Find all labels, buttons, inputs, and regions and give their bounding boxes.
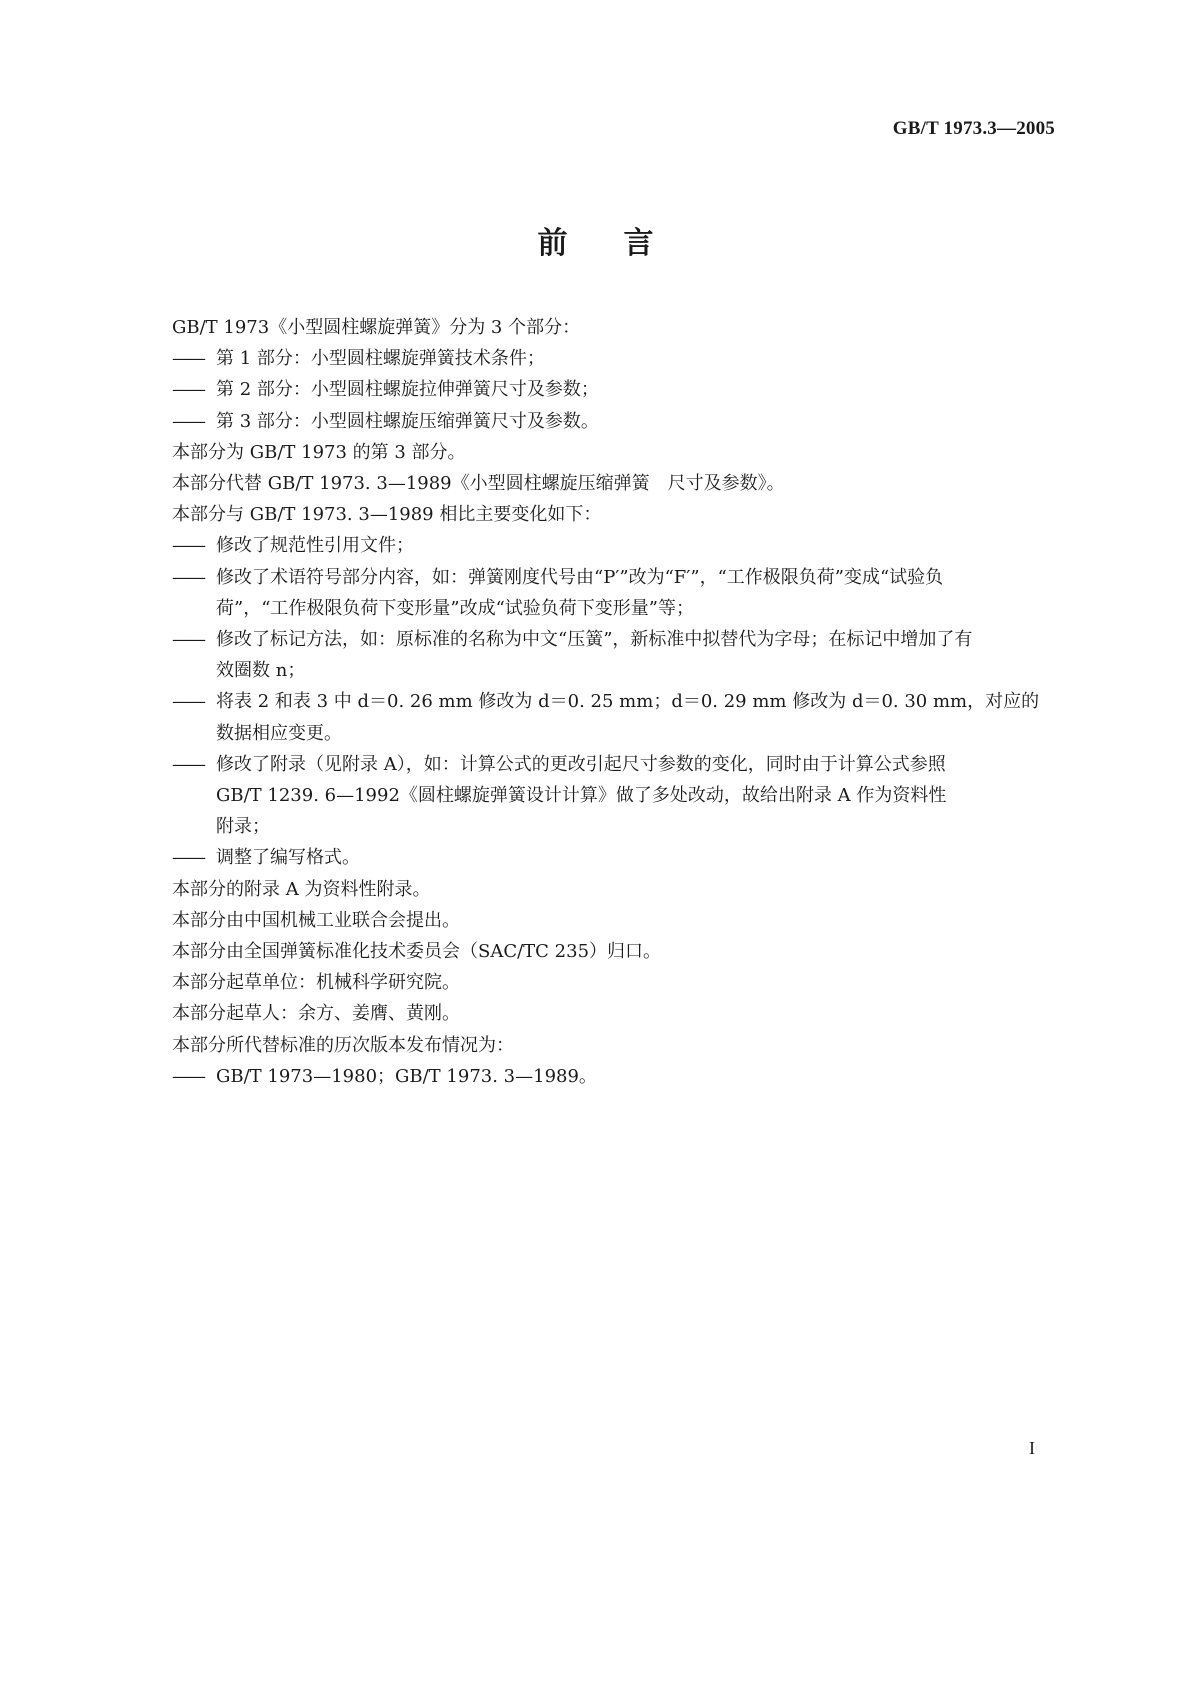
text-line: 数据相应变更。 (216, 722, 342, 744)
list-dash: —— (172, 1065, 204, 1087)
list-item-text (216, 530, 1052, 561)
page-title: 前言 (537, 226, 710, 261)
list-item (172, 343, 1052, 374)
text-line: 第 1 部分：小型圆柱螺旋弹簧技术条件； (216, 348, 545, 370)
list-dash: —— (172, 691, 204, 713)
paragraph-line: 本部分起草单位：机械科学研究院。 (172, 972, 460, 994)
list-item (172, 530, 1052, 561)
foreword-body (172, 312, 1052, 1092)
paragraph-line: 本部分所代替标准的历次版本发布情况为： (172, 1034, 514, 1056)
list-item-text (216, 374, 1052, 405)
text-line: 修改了术语符号部分内容，如：弹簧刚度代号由“P′”改为“F′”，“工作极限负荷”变成“试验负 (216, 566, 944, 588)
text-line: 修改了附录（见附录 A），如：计算公式的更改引起尺寸参数的变化，同时由于计算公式参照 (216, 753, 946, 775)
list-dash: —— (172, 629, 204, 651)
list-item-text (216, 842, 1052, 873)
text-line: GB/T 1973—1980；GB/T 1973. 3—1989。 (216, 1065, 597, 1087)
paragraph-line: 本部分与 GB/T 1973. 3—1989 相比主要变化如下： (172, 504, 602, 526)
paragraph-line: 本部分代替 GB/T 1973. 3—1989《小型圆柱螺旋压缩弹簧 尺寸及参数》。 (172, 473, 785, 495)
list-item-text (216, 562, 1052, 624)
paragraph-line: 本部分起草人：余方、姜膺、黄刚。 (172, 1003, 460, 1025)
text-line: 调整了编写格式。 (216, 847, 360, 869)
standard-number: GB/T 1973.3—2005 (892, 118, 1055, 139)
list-dash: —— (172, 535, 204, 557)
list-item (172, 406, 1052, 437)
list-item-text (216, 624, 1052, 686)
text-line: 修改了规范性引用文件； (216, 535, 414, 557)
paragraph-line: 本部分的附录 A 为资料性附录。 (172, 878, 431, 900)
list-item (172, 842, 1052, 873)
list-item (172, 562, 1052, 624)
text-line: GB/T 1239. 6—1992《圆柱螺旋弹簧设计计算》做了多处改动，故给出附录 A 作为资料性 (216, 785, 947, 807)
list-dash: —— (172, 566, 204, 588)
paragraph-line: 本部分由全国弹簧标准化技术委员会（SAC/TC 235）归口。 (172, 941, 662, 963)
list-dash: —— (172, 379, 204, 401)
list-item (172, 624, 1052, 686)
text-line: 修改了标记方法，如：原标准的名称为中文“压簧”，新标准中拟替代为字母；在标记中增加了有 (216, 629, 973, 651)
list-item (172, 1061, 1052, 1092)
list-dash: —— (172, 753, 204, 775)
list-dash: —— (172, 410, 204, 432)
list-dash: —— (172, 847, 204, 869)
list-item (172, 686, 1052, 748)
text-line: 第 3 部分：小型圆柱螺旋压缩弹簧尺寸及参数。 (216, 410, 599, 432)
text-line: 效圈数 n； (216, 660, 306, 682)
list-item-text (216, 1061, 1052, 1092)
paragraph-line: GB/T 1973《小型圆柱螺旋弹簧》分为 3 个部分： (172, 317, 581, 338)
list-item (172, 749, 1052, 843)
page-number: I (1029, 1438, 1035, 1458)
list-item-text (216, 343, 1052, 374)
text-line: 荷”，“工作极限负荷下变形量”改成“试验负荷下变形量”等； (216, 597, 695, 619)
paragraph-line: 本部分为 GB/T 1973 的第 3 部分。 (172, 441, 466, 463)
list-item (172, 374, 1052, 405)
text-line: 第 2 部分：小型圆柱螺旋拉伸弹簧尺寸及参数； (216, 379, 599, 401)
text-line: 附录； (216, 816, 270, 838)
list-item-text (216, 749, 1052, 843)
text-line: 将表 2 和表 3 中 d＝0. 26 mm 修改为 d＝0. 25 mm；d＝0. 29 mm 修改为 d＝0. 30 mm，对应的 (216, 691, 1040, 713)
list-item-text (216, 686, 1052, 748)
list-item-text (216, 406, 1052, 437)
paragraph-line: 本部分由中国机械工业联合会提出。 (172, 909, 460, 931)
list-dash: —— (172, 348, 204, 370)
